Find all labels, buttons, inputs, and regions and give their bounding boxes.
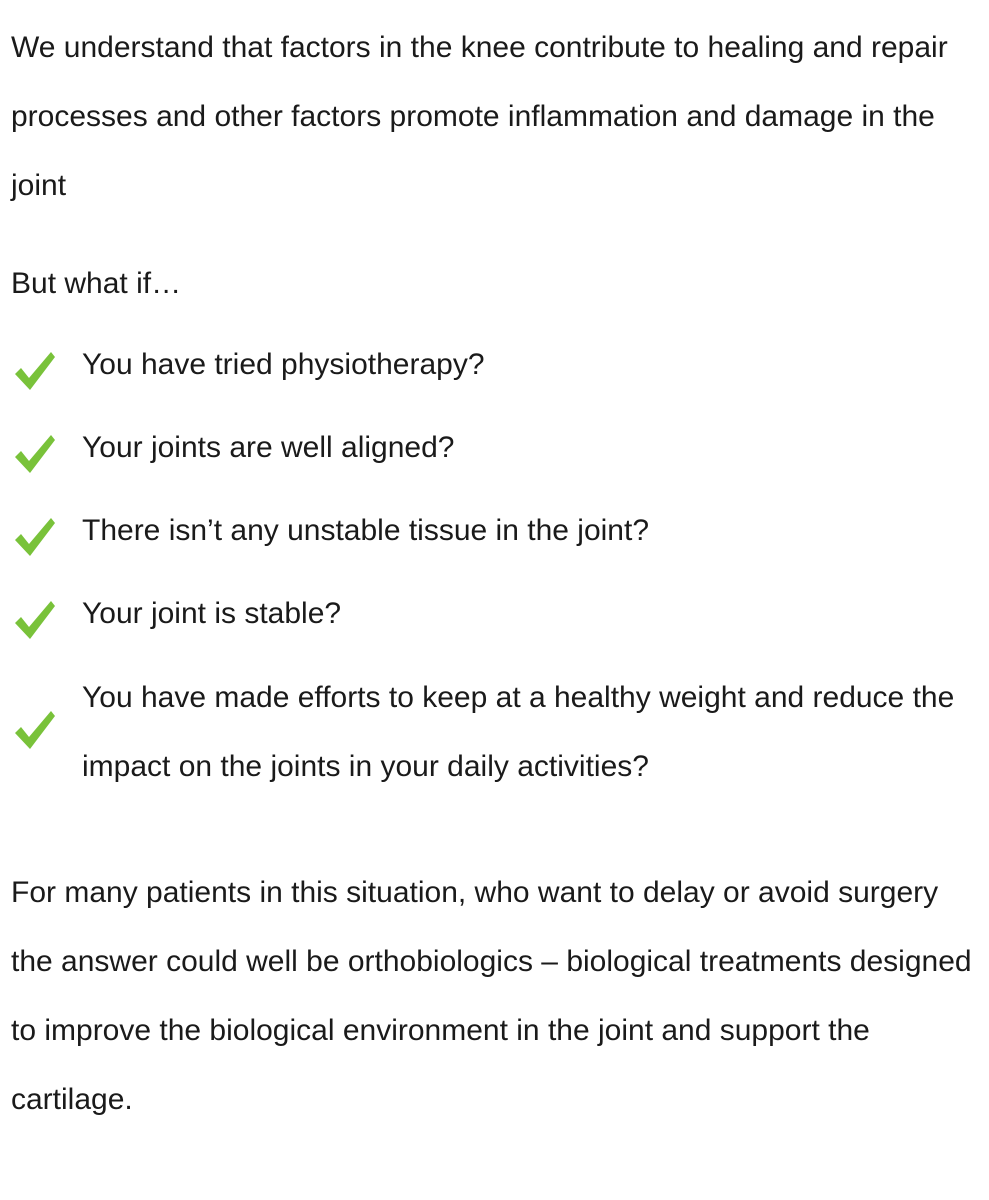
checklist-item [11, 345, 983, 385]
outro-paragraph: For many patients in this situation, who want to delay or avoid surgery the answer could well be orthobiologics – biological treatments designed to improve the biological environment in the joint and support the cartilage. [11, 876, 972, 1116]
checkmark-icon [11, 431, 59, 479]
lead-paragraph: But what if… [11, 267, 182, 300]
checkmark-icon [11, 514, 59, 562]
checklist-item-label: You have tried physiotherapy? [82, 348, 485, 381]
checkmark-icon [11, 348, 59, 396]
checklist-item-label: There isn’t any unstable tissue in the joint? [82, 514, 649, 547]
checklist-item-label: Your joint is stable? [82, 597, 342, 630]
article-content [11, 0, 983, 1134]
intro-paragraph: We understand that factors in the knee contribute to healing and repair processes and other factors promote inflammation and damage in the joint [11, 31, 948, 202]
checklist-item-label: Your joints are well aligned? [82, 431, 455, 464]
checklist-item [11, 511, 983, 551]
checklist-item-label: You have made efforts to keep at a healthy weight and reduce the impact on the joints in your daily activities? [82, 681, 955, 783]
checklist-item [11, 594, 983, 634]
checkmark-icon [11, 707, 59, 755]
checklist-item [11, 428, 983, 468]
checklist [11, 345, 983, 801]
checkmark-icon [11, 597, 59, 645]
checklist-item [11, 663, 983, 801]
